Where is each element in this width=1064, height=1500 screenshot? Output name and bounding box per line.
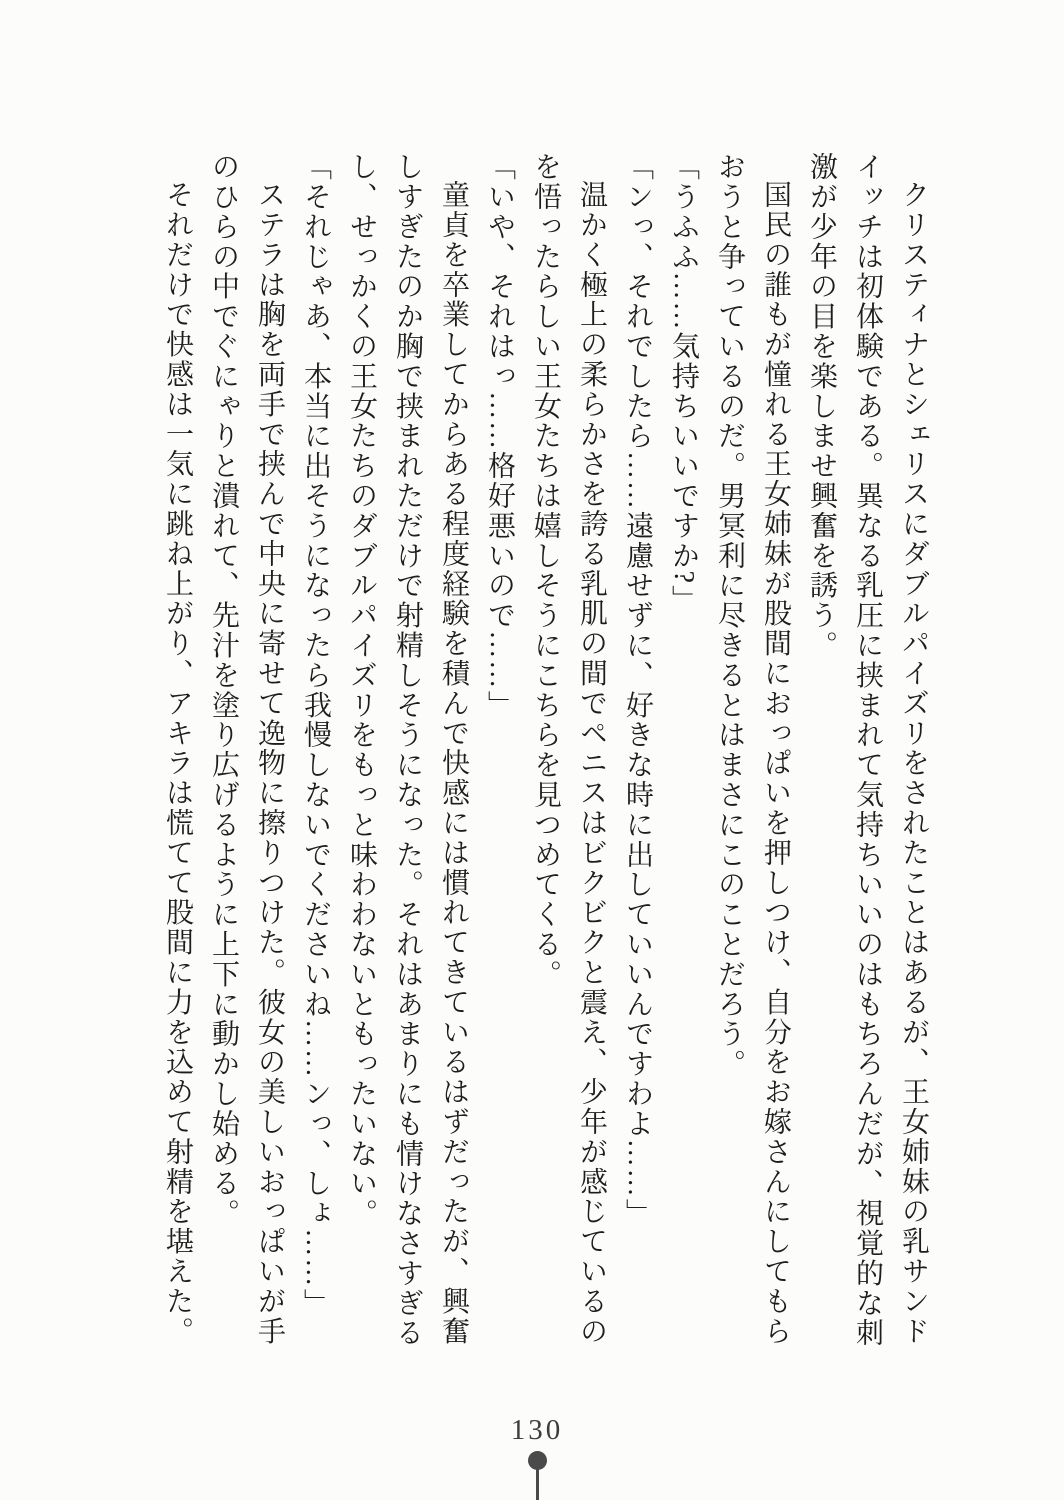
paragraph: 国民の誰もが憧れる王女姉妹が股間におっぱいを押しつけ、自分をお嫁さんにしてもらおうと争っているのだ。男冥利に尽きるとはまさにこのことだろう。 [714,152,791,1347]
paragraph: 「ンっ、それでしたら……遠慮せずに、好きな時に出していいんですわよ……」 [622,152,653,1229]
bookmark-pin-icon [528,1451,547,1500]
paragraph: 「それじゃあ、本当に出そうになったら我慢しないでくださいね……ンっ、しょ……」 [300,152,331,1319]
paragraph: 童貞を卒業してからある程度経験を積んで快感には慣れてきているはずだったが、興奮しすぎたのか胸で挟まれただけで射精しそうになった。それはあまりにも情けなさすぎるし、せっかくの王女たちのダブルパイズリをもっと味わわないともったいない。 [346,152,469,1348]
pin-head [528,1451,547,1470]
paragraph: ステラは胸を両手で挟んで中央に寄せて逸物に擦りつけた。彼女の美しいおっぱいが手のひらの中でぐにゃりと潰れて、先汁を塗り広げるように上下に動かし始める。 [208,152,285,1347]
paragraph: 「うふふ……気持ちいいですか?」 [668,152,699,615]
paragraph: それだけで快感は一気に跳ね上がり、アキラは慌てて股間に力を込めて射精を堪えた。 [162,180,193,1347]
text-block [154,152,936,1348]
paragraph: 温かく極上の柔らかさを誇る乳肌の間でペニスはビクビクと震え、少年が感じているのを悟ったらしい王女たちは嬉しそうにこちらを見つめてくる。 [530,152,607,1347]
paragraph: クリスティナとシェリスにダブルパイズリをされたことはあるが、王女姉妹の乳サンドイッチは初体験である。異なる乳圧に挟まれて気持ちいいのはもちろんだが、視覚的な刺激が少年の目を楽しませ興奮を誘う。 [806,152,929,1348]
page-number: 130 [510,1414,564,1446]
paragraph: 「いや、それはっ……格好悪いので……」 [484,152,515,721]
